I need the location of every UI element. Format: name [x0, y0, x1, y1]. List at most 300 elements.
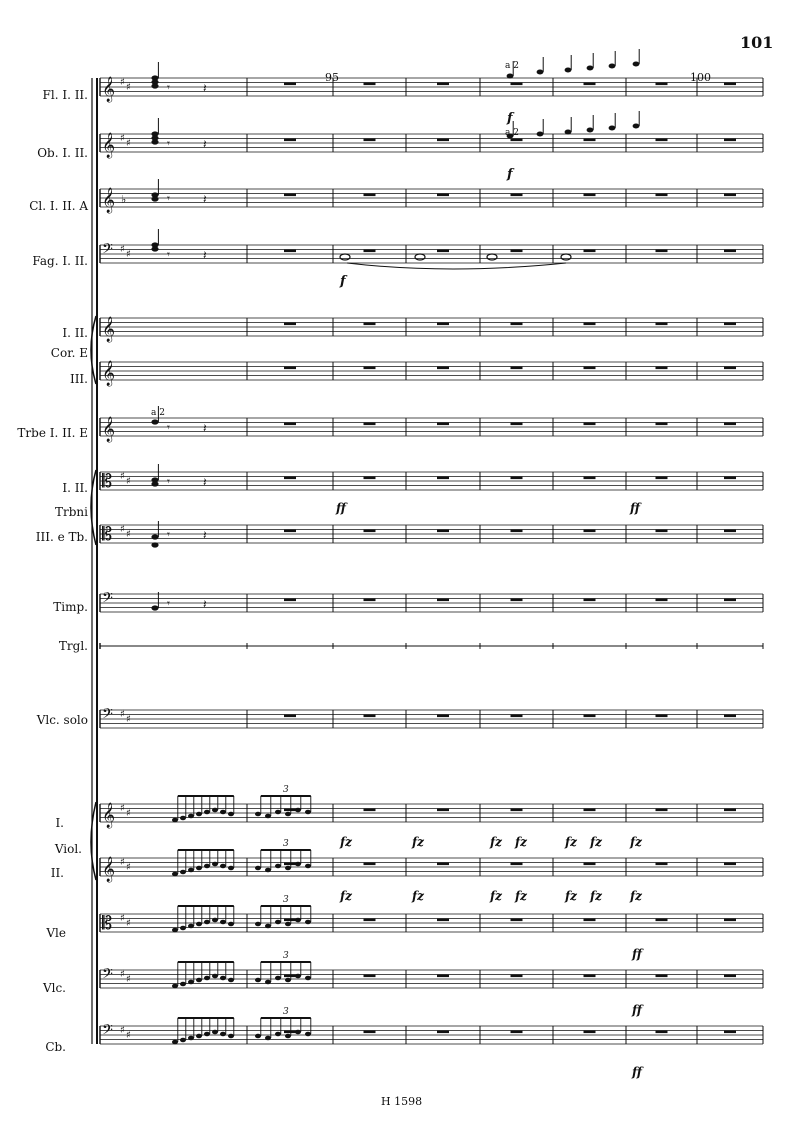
label-violas: Vle: [46, 926, 66, 940]
whole-rest: [656, 250, 668, 253]
notehead: [151, 139, 158, 144]
oboe-entry-note: [609, 113, 616, 131]
flute-a2-mark: a 2: [505, 61, 519, 71]
quarter-rest-glyph: 𝄽: [203, 137, 207, 151]
label-violin-2: II.: [50, 866, 64, 880]
notehead: [188, 868, 194, 873]
notehead: [196, 866, 202, 871]
treble-clef-glyph: 𝄞: [102, 77, 116, 102]
whole-rest: [584, 423, 596, 426]
whole-rest: [724, 809, 736, 812]
key-sharp-glyph: ♯: [120, 913, 125, 924]
whole-rest: [284, 250, 296, 253]
string-fz-dynamic: fz: [412, 889, 424, 903]
key-sharp-glyph: ♯: [126, 1030, 131, 1041]
whole-rest: [364, 423, 376, 426]
notehead: [633, 62, 640, 67]
key-sharp-glyph: ♯: [120, 471, 125, 482]
whole-rest: [284, 530, 296, 533]
key-sharp-glyph: ♯: [120, 77, 125, 88]
whole-rest: [284, 1031, 296, 1034]
key-sharp-glyph: ♯: [126, 82, 131, 93]
notehead: [305, 920, 311, 925]
label-clarinets: Cl. I. II. A: [29, 199, 88, 213]
notehead: [275, 976, 281, 981]
quarter-rest-glyph: 𝄽: [203, 248, 207, 262]
flute-entry-note: [537, 57, 544, 75]
quarter-rest-glyph: 𝄽: [203, 421, 207, 435]
flute-entry-note: [565, 55, 572, 73]
key-sharp-glyph: ♯: [120, 133, 125, 144]
flute-entry-note: [609, 51, 616, 69]
treble-clef-glyph: 𝄞: [102, 133, 116, 158]
whole-rest: [437, 863, 449, 866]
bass-clef-glyph: 𝄢: [102, 1022, 113, 1042]
string-fz-dynamic: fz: [490, 835, 502, 849]
key-sharp-glyph: ♯: [126, 138, 131, 149]
string-fz-dynamic: fz: [490, 889, 502, 903]
opening-chord: [151, 592, 158, 611]
whole-rest: [724, 599, 736, 602]
whole-rest: [656, 715, 668, 718]
notehead: [220, 864, 226, 869]
whole-rest: [437, 1031, 449, 1034]
key-sharp-glyph: ♯: [120, 1025, 125, 1036]
label-trombone-3-tuba: III. e Tb.: [35, 530, 88, 544]
notehead: [204, 1032, 210, 1037]
notehead: [172, 928, 178, 933]
string-fz-dynamic: fz: [515, 835, 527, 849]
notehead: [196, 922, 202, 927]
notehead: [151, 481, 158, 486]
bass-clef-glyph: 𝄢: [102, 966, 113, 986]
string-fz-dynamic: fz: [340, 835, 352, 849]
system-brace: [91, 78, 92, 1044]
notehead: [196, 1034, 202, 1039]
string-fz-dynamic: fz: [412, 835, 424, 849]
treble-clef-glyph: 𝄞: [102, 857, 116, 882]
string-fz-dynamic: fz: [590, 889, 602, 903]
notehead: [285, 1034, 291, 1039]
notehead: [228, 812, 234, 817]
whole-rest: [724, 423, 736, 426]
notehead: [275, 920, 281, 925]
notehead: [305, 810, 311, 815]
key-sharp-glyph: ♯: [126, 918, 131, 929]
eighth-rest-glyph: 𝄾: [167, 528, 170, 541]
whole-rest: [724, 323, 736, 326]
string-triplet-run: [255, 962, 311, 984]
whole-rest: [437, 530, 449, 533]
quarter-rest-glyph: 𝄽: [203, 192, 207, 206]
opening-chord: [151, 229, 158, 252]
eighth-rest-glyph: 𝄾: [167, 192, 170, 205]
triplet-mark: 3: [283, 895, 289, 905]
quarter-rest-glyph: 𝄽: [203, 528, 207, 542]
notehead: [188, 980, 194, 985]
whole-rest: [724, 919, 736, 922]
notehead: [295, 1030, 301, 1035]
whole-rest: [364, 194, 376, 197]
whole-rest: [437, 323, 449, 326]
whole-rest: [284, 194, 296, 197]
whole-rest: [364, 715, 376, 718]
bass-clef-glyph: 𝄢: [102, 241, 113, 261]
whole-rest: [511, 367, 523, 370]
whole-rest: [364, 919, 376, 922]
string-fz-dynamic: fz: [515, 889, 527, 903]
notehead: [220, 810, 226, 815]
notehead: [295, 808, 301, 813]
eighth-rest-glyph: 𝄾: [167, 248, 170, 261]
whole-rest: [656, 367, 668, 370]
whole-rest: [511, 715, 523, 718]
notehead: [275, 810, 281, 815]
staff: [100, 594, 763, 612]
label-cello-solo: Vlc. solo: [36, 713, 88, 727]
notehead: [212, 808, 218, 813]
notehead: [151, 83, 158, 88]
triplet-mark: 3: [283, 1007, 289, 1017]
staff: [100, 189, 763, 207]
whole-rest: [584, 323, 596, 326]
key-sharp-glyph: ♯: [126, 974, 131, 985]
page-number: 101: [740, 33, 774, 52]
whole-rest: [284, 323, 296, 326]
whole-rest: [284, 423, 296, 426]
treble-clef-glyph: 𝄞: [102, 803, 116, 828]
whole-rest: [656, 1031, 668, 1034]
opening-chord: [151, 118, 158, 145]
whole-rest: [437, 423, 449, 426]
notehead: [633, 124, 640, 129]
flute-entry-note: [587, 53, 594, 71]
whole-rest: [584, 809, 596, 812]
quarter-rest-glyph: 𝄽: [203, 597, 207, 611]
notehead: [220, 976, 226, 981]
key-flat-glyph: ♭: [121, 193, 127, 206]
notehead: [305, 1032, 311, 1037]
notehead: [587, 128, 594, 133]
whole-rest: [656, 809, 668, 812]
whole-rest: [511, 863, 523, 866]
whole-rest: [724, 477, 736, 480]
alto-clef-glyph: 𝄡: [102, 913, 113, 934]
string-run: [172, 962, 234, 988]
whole-rest: [284, 975, 296, 978]
whole-rest: [511, 83, 523, 86]
eighth-rest-glyph: 𝄾: [167, 597, 170, 610]
whole-rest: [584, 194, 596, 197]
whole-rest: [364, 1031, 376, 1034]
whole-rest: [656, 139, 668, 142]
string-triplet-run: [255, 796, 311, 818]
whole-rest: [364, 809, 376, 812]
oboe-dynamic: f: [507, 167, 513, 182]
whole-rest: [511, 194, 523, 197]
string-fz-dynamic: fz: [590, 835, 602, 849]
whole-rest: [724, 139, 736, 142]
label-violin-1: I.: [55, 816, 64, 830]
key-sharp-glyph: ♯: [126, 476, 131, 487]
half-note: [340, 254, 350, 260]
notehead: [151, 542, 158, 547]
bass-clef-glyph: 𝄢: [102, 590, 113, 610]
whole-rest: [284, 599, 296, 602]
whole-rest: [437, 809, 449, 812]
whole-rest: [656, 194, 668, 197]
whole-rest: [724, 250, 736, 253]
key-sharp-glyph: ♯: [120, 709, 125, 720]
notehead: [151, 534, 158, 539]
whole-rest: [656, 530, 668, 533]
notehead: [295, 918, 301, 923]
measure-number-95: 95: [325, 71, 339, 84]
whole-rest: [284, 715, 296, 718]
whole-rest: [656, 599, 668, 602]
quarter-rest-glyph: 𝄽: [203, 81, 207, 95]
triplet-mark: 3: [283, 785, 289, 795]
notehead: [285, 812, 291, 817]
notehead: [212, 918, 218, 923]
string-triplet-run: [255, 906, 311, 928]
notehead: [537, 132, 544, 137]
whole-rest: [284, 139, 296, 142]
quarter-rest-glyph: 𝄽: [203, 475, 207, 489]
notehead: [255, 812, 261, 817]
alto-clef-glyph: 𝄡: [102, 524, 113, 545]
triplet-mark: 3: [283, 951, 289, 961]
string-run: [172, 850, 234, 876]
half-note: [561, 254, 571, 260]
eighth-rest-glyph: 𝄾: [167, 137, 170, 150]
notehead: [172, 1040, 178, 1045]
string-fz-dynamic: fz: [340, 889, 352, 903]
notehead: [255, 866, 261, 871]
eighth-rest-glyph: 𝄾: [167, 81, 170, 94]
whole-rest: [656, 423, 668, 426]
string-run: [172, 1018, 234, 1044]
whole-rest: [364, 83, 376, 86]
string-ff-dynamic: ff: [632, 947, 642, 961]
whole-rest: [511, 1031, 523, 1034]
string-ff-dynamic: ff: [632, 1003, 642, 1017]
whole-rest: [437, 139, 449, 142]
notehead: [295, 862, 301, 867]
measure-number-100: 100: [690, 71, 711, 84]
bassoon-dynamic: f: [340, 274, 346, 289]
whole-rest: [437, 715, 449, 718]
label-horns-1-2: I. II.: [62, 326, 88, 340]
notehead: [188, 814, 194, 819]
string-ff-dynamic: ff: [632, 1065, 642, 1079]
notehead: [196, 812, 202, 817]
notehead: [255, 922, 261, 927]
staff: [100, 418, 763, 436]
staff: [100, 472, 763, 490]
oboe-entry-note: [633, 111, 640, 129]
notehead: [275, 1032, 281, 1037]
whole-rest: [284, 83, 296, 86]
whole-rest: [284, 367, 296, 370]
whole-rest: [656, 975, 668, 978]
key-sharp-glyph: ♯: [126, 529, 131, 540]
staff: [100, 245, 763, 263]
notehead: [285, 978, 291, 983]
whole-rest: [511, 919, 523, 922]
notehead: [285, 866, 291, 871]
flute-entry-note: [633, 49, 640, 67]
notehead: [565, 130, 572, 135]
whole-rest: [437, 194, 449, 197]
notehead: [609, 126, 616, 131]
half-note: [415, 254, 425, 260]
notehead: [172, 818, 178, 823]
key-sharp-glyph: ♯: [120, 857, 125, 868]
whole-rest: [584, 83, 596, 86]
notehead: [537, 70, 544, 75]
notehead: [255, 978, 261, 983]
whole-rest: [511, 477, 523, 480]
whole-rest: [584, 1031, 596, 1034]
notehead: [275, 864, 281, 869]
treble-clef-glyph: 𝄞: [102, 188, 116, 213]
notehead: [188, 924, 194, 929]
whole-rest: [511, 975, 523, 978]
notehead: [255, 1034, 261, 1039]
notehead: [180, 926, 186, 931]
treble-clef-glyph: 𝄞: [102, 417, 116, 442]
notehead: [151, 196, 158, 201]
bass-clef-glyph: 𝄢: [102, 706, 113, 726]
notehead: [151, 605, 158, 610]
whole-rest: [511, 250, 523, 253]
label-timpani: Timp.: [53, 600, 88, 614]
whole-rest: [584, 477, 596, 480]
treble-clef-glyph: 𝄞: [102, 361, 116, 386]
notehead: [172, 984, 178, 989]
label-trombones-name: Trbni: [55, 505, 88, 519]
string-fz-dynamic: fz: [630, 889, 642, 903]
notehead: [265, 980, 271, 985]
notehead: [285, 922, 291, 927]
whole-rest: [511, 423, 523, 426]
whole-rest: [437, 83, 449, 86]
whole-rest: [284, 863, 296, 866]
treble-clef-glyph: 𝄞: [102, 317, 116, 342]
whole-rest: [511, 323, 523, 326]
notehead: [265, 814, 271, 819]
notehead: [180, 870, 186, 875]
whole-rest: [511, 599, 523, 602]
footer-plate-number: H 1598: [381, 1095, 423, 1108]
notehead: [180, 1038, 186, 1043]
whole-rest: [584, 599, 596, 602]
label-basses: Cb.: [45, 1040, 66, 1054]
notehead: [228, 978, 234, 983]
whole-rest: [284, 809, 296, 812]
whole-rest: [724, 83, 736, 86]
staff: [100, 78, 763, 96]
whole-rest: [584, 975, 596, 978]
opening-chord: [151, 464, 158, 487]
staff: [100, 643, 763, 649]
eighth-rest-glyph: 𝄾: [167, 421, 170, 434]
whole-rest: [656, 83, 668, 86]
opening-chord: [151, 179, 158, 202]
notehead: [265, 1036, 271, 1041]
key-sharp-glyph: ♯: [120, 803, 125, 814]
bassoon-tied-notes: [340, 254, 571, 269]
whole-rest: [724, 194, 736, 197]
notehead: [204, 920, 210, 925]
notehead: [188, 1036, 194, 1041]
label-triangle: Trgl.: [58, 639, 88, 653]
whole-rest: [364, 975, 376, 978]
whole-rest: [364, 477, 376, 480]
notehead: [305, 976, 311, 981]
string-fz-dynamic: fz: [630, 835, 642, 849]
triplet-mark: 3: [283, 839, 289, 849]
opening-chord: [151, 62, 158, 89]
flute-dynamic: f: [507, 111, 513, 126]
whole-rest: [724, 530, 736, 533]
label-trumpets: Trbe I. II. E: [17, 426, 88, 440]
string-fz-dynamic: fz: [565, 835, 577, 849]
whole-rest: [584, 530, 596, 533]
whole-rest: [364, 139, 376, 142]
whole-rest: [584, 250, 596, 253]
label-horns-name: Cor. E: [50, 346, 88, 360]
oboe-entry-note: [587, 115, 594, 133]
whole-rest: [584, 139, 596, 142]
whole-rest: [656, 323, 668, 326]
whole-rest: [364, 250, 376, 253]
notehead: [212, 862, 218, 867]
notehead: [220, 920, 226, 925]
whole-rest: [724, 975, 736, 978]
whole-rest: [724, 367, 736, 370]
string-run: [172, 906, 234, 932]
label-trombones-1-2: I. II.: [62, 481, 88, 495]
staff: [100, 525, 763, 543]
notehead: [220, 1032, 226, 1037]
oboe-entry-note: [565, 117, 572, 135]
tie: [347, 263, 566, 269]
string-fz-dynamic: fz: [565, 889, 577, 903]
whole-rest: [724, 1031, 736, 1034]
notehead: [295, 974, 301, 979]
label-oboes: Ob. I. II.: [37, 146, 88, 160]
notehead: [151, 419, 158, 424]
whole-rest: [584, 367, 596, 370]
whole-rest: [656, 863, 668, 866]
staff: [100, 362, 763, 380]
notehead: [172, 872, 178, 877]
notehead: [212, 974, 218, 979]
notehead: [228, 922, 234, 927]
notehead: [228, 866, 234, 871]
key-sharp-glyph: ♯: [120, 524, 125, 535]
whole-rest: [511, 809, 523, 812]
notehead: [204, 976, 210, 981]
notehead: [151, 246, 158, 251]
whole-rest: [437, 599, 449, 602]
trumpet-a2-mark: a 2: [151, 408, 165, 418]
notehead: [507, 74, 514, 79]
label-bassoons: Fag. I. II.: [32, 254, 88, 268]
notehead: [204, 810, 210, 815]
